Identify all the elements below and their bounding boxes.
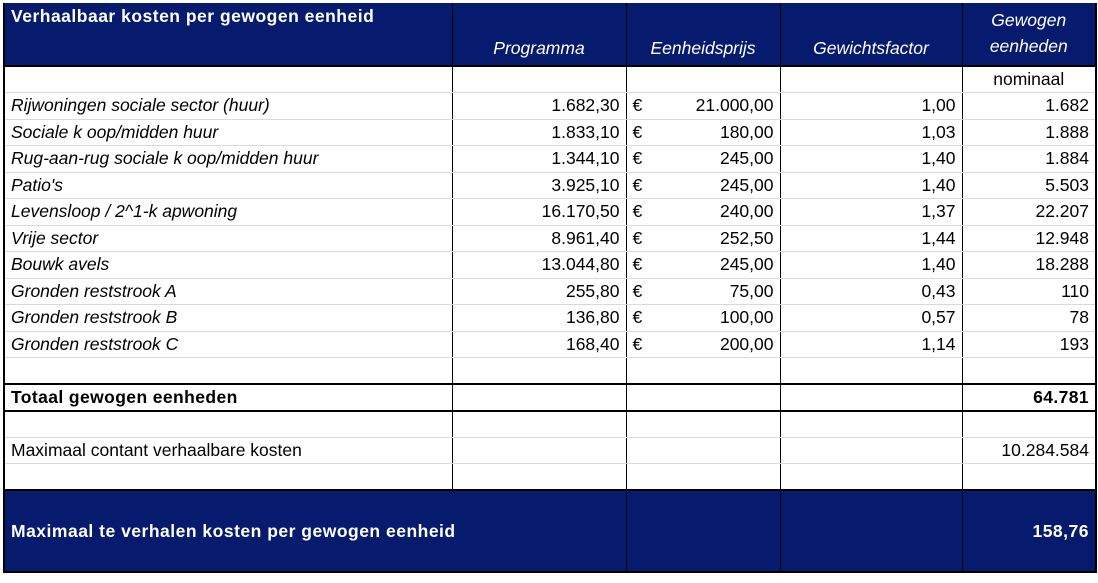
row-eenheidsprijs	[626, 93, 780, 120]
currency-symbol: €	[632, 121, 643, 142]
row-gewichtsfactor: 1,40	[780, 252, 962, 279]
row-gewogen: 18.288	[962, 252, 1096, 279]
row-prijs-value: 252,50	[719, 227, 774, 248]
row-label: Rijwoningen sociale sector (huur)	[4, 93, 452, 120]
row-prijs-value: 200,00	[719, 333, 774, 354]
table-row	[4, 225, 1096, 252]
blank-row	[4, 411, 1096, 438]
row-eenheidsprijs	[626, 172, 780, 199]
row-programma: 13.044,80	[452, 252, 626, 279]
row-label: Gronden reststrook B	[4, 305, 452, 332]
row-prijs-value: 245,00	[719, 148, 774, 169]
currency-symbol: €	[632, 148, 643, 169]
row-programma: 255,80	[452, 278, 626, 305]
totaal-label: Totaal gewogen eenheden	[4, 384, 452, 411]
row-gewogen: 22.207	[962, 199, 1096, 226]
row-gewogen: 12.948	[962, 225, 1096, 252]
currency-symbol: €	[632, 333, 643, 354]
row-gewogen: 1.884	[962, 146, 1096, 173]
row-gewichtsfactor: 1,40	[780, 172, 962, 199]
footer-row	[4, 490, 1096, 572]
row-gewogen: 1.888	[962, 119, 1096, 146]
currency-symbol: €	[632, 254, 643, 275]
row-label: Rug-aan-rug sociale k oop/midden huur	[4, 146, 452, 173]
table-row	[4, 252, 1096, 279]
row-prijs-value: 100,00	[719, 307, 774, 328]
currency-symbol: €	[632, 95, 643, 116]
row-eenheidsprijs	[626, 305, 780, 332]
col-header-eenheidsprijs: Eenheidsprijs	[626, 3, 780, 66]
row-eenheidsprijs	[626, 199, 780, 226]
row-eenheidsprijs	[626, 146, 780, 173]
nominaal-label: nominaal	[962, 66, 1096, 93]
table-row	[4, 119, 1096, 146]
row-programma: 168,40	[452, 331, 626, 358]
row-label: Gronden reststrook C	[4, 331, 452, 358]
row-prijs-value: 240,00	[719, 201, 774, 222]
row-gewichtsfactor: 0,43	[780, 278, 962, 305]
row-programma: 136,80	[452, 305, 626, 332]
row-eenheidsprijs	[626, 119, 780, 146]
footer-label: Maximaal te verhalen kosten per gewogen eenheid	[4, 490, 626, 572]
col-header-gewogen-line2: eenheden	[989, 36, 1068, 56]
row-gewogen: 1.682	[962, 93, 1096, 120]
row-gewichtsfactor: 1,14	[780, 331, 962, 358]
table-row	[4, 305, 1096, 332]
row-gewogen: 193	[962, 331, 1096, 358]
cost-table	[3, 3, 1097, 573]
table-row	[4, 172, 1096, 199]
row-label: Levensloop / 2^1-k apwoning	[4, 199, 452, 226]
row-prijs-value: 75,00	[729, 280, 774, 301]
row-programma: 8.961,40	[452, 225, 626, 252]
contant-row	[4, 437, 1096, 464]
currency-symbol: €	[632, 280, 643, 301]
row-gewichtsfactor: 1,44	[780, 225, 962, 252]
totaal-value: 64.781	[962, 384, 1096, 411]
blank-row	[4, 358, 1096, 385]
row-gewichtsfactor: 1,40	[780, 146, 962, 173]
table-row	[4, 278, 1096, 305]
row-eenheidsprijs	[626, 225, 780, 252]
contant-label: Maximaal contant verhaalbare kosten	[4, 437, 452, 464]
row-gewichtsfactor: 0,57	[780, 305, 962, 332]
currency-symbol: €	[632, 227, 643, 248]
table-row	[4, 93, 1096, 120]
row-programma: 1.833,10	[452, 119, 626, 146]
row-gewichtsfactor: 1,37	[780, 199, 962, 226]
row-eenheidsprijs	[626, 278, 780, 305]
row-gewichtsfactor: 1,00	[780, 93, 962, 120]
totaal-row	[4, 384, 1096, 411]
row-label: Patio's	[4, 172, 452, 199]
table-row	[4, 199, 1096, 226]
blank-row	[4, 464, 1096, 491]
currency-symbol: €	[632, 201, 643, 222]
col-header-gewogen-eenheden	[962, 3, 1096, 66]
row-gewogen: 110	[962, 278, 1096, 305]
subheader-row	[4, 66, 1096, 93]
row-gewogen: 78	[962, 305, 1096, 332]
row-label: Gronden reststrook A	[4, 278, 452, 305]
row-prijs-value: 245,00	[719, 254, 774, 275]
row-programma: 16.170,50	[452, 199, 626, 226]
row-prijs-value: 21.000,00	[695, 95, 774, 116]
col-header-programma: Programma	[452, 3, 626, 66]
row-prijs-value: 245,00	[719, 174, 774, 195]
table-title: Verhaalbaar kosten per gewogen eenheid	[4, 3, 452, 66]
row-label: Bouwk avels	[4, 252, 452, 279]
row-gewichtsfactor: 1,03	[780, 119, 962, 146]
currency-symbol: €	[632, 307, 643, 328]
table-row	[4, 146, 1096, 173]
row-eenheidsprijs	[626, 331, 780, 358]
header-row	[4, 3, 1096, 66]
currency-symbol: €	[632, 174, 643, 195]
col-header-gewichtsfactor: Gewichtsfactor	[780, 3, 962, 66]
table-row	[4, 331, 1096, 358]
contant-value: 10.284.584	[962, 437, 1096, 464]
col-header-gewogen-line1: Gewogen	[991, 10, 1067, 30]
row-prijs-value: 180,00	[719, 121, 774, 142]
row-label: Sociale k oop/midden huur	[4, 119, 452, 146]
row-programma: 1.344,10	[452, 146, 626, 173]
row-programma: 1.682,30	[452, 93, 626, 120]
row-programma: 3.925,10	[452, 172, 626, 199]
row-gewogen: 5.503	[962, 172, 1096, 199]
footer-value: 158,76	[962, 490, 1096, 572]
row-eenheidsprijs	[626, 252, 780, 279]
row-label: Vrije sector	[4, 225, 452, 252]
